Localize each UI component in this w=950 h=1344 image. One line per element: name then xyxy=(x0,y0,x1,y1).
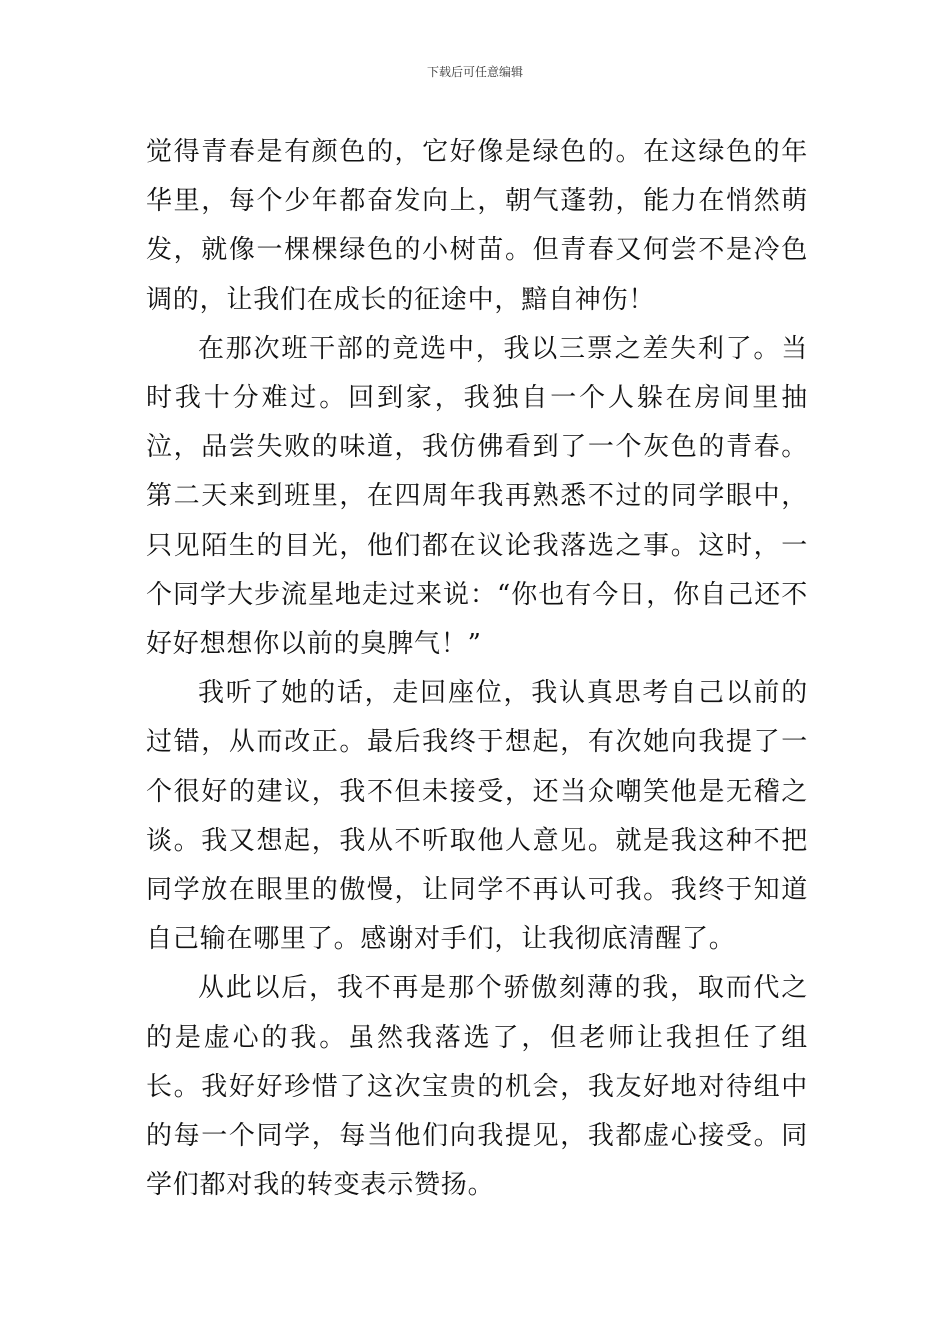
paragraph-2: 在那次班干部的竞选中，我以三票之差失利了。当时我十分难过。回到家，我独自一个人躲在房间里抽泣，品尝失败的味道，我仿佛看到了一个灰色的青春。第二天来到班里，在四周年我再熟悉不过的同学眼中，只见陌生的目光，他们都在议论我落选之事。这时，一个同学大步流星地走过来说：“你也有今日，你自己还不好好想想你以前的臭脾气！” xyxy=(146,333,808,660)
paragraph-3: 我听了她的话，走回座位，我认真思考自己以前的过错，从而改正。最后我终于想起，有次她向我提了一个很好的建议，我不但未接受，还当众嘲笑他是无稽之谈。我又想起，我从不听取他人意见。就是我这种不把同学放在眼里的傲慢，让同学不再认可我。我终于知道自己输在哪里了。感谢对手们，让我彻底清醒了。 xyxy=(146,678,808,955)
paragraph-4: 从此以后，我不再是那个骄傲刻薄的我，取而代之的是虚心的我。虽然我落选了，但老师让我担任了组长。我好好珍惜了这次宝贵的机会，我友好地对待组中的每一个同学，每当他们向我提见，我都虚心接受。同学们都对我的转变表示赞扬。 xyxy=(146,973,808,1201)
document-body xyxy=(146,128,808,1210)
header-note: 下载后可任意编辑 xyxy=(426,65,523,79)
paragraph-1: 觉得青春是有颜色的，它好像是绿色的。在这绿色的年华里，每个少年都奋发向上，朝气蓬勃，能力在悄然萌发，就像一棵棵绿色的小树苗。但青春又何尝不是冷色调的，让我们在成长的征途中，黯自神伤！ xyxy=(146,137,808,315)
